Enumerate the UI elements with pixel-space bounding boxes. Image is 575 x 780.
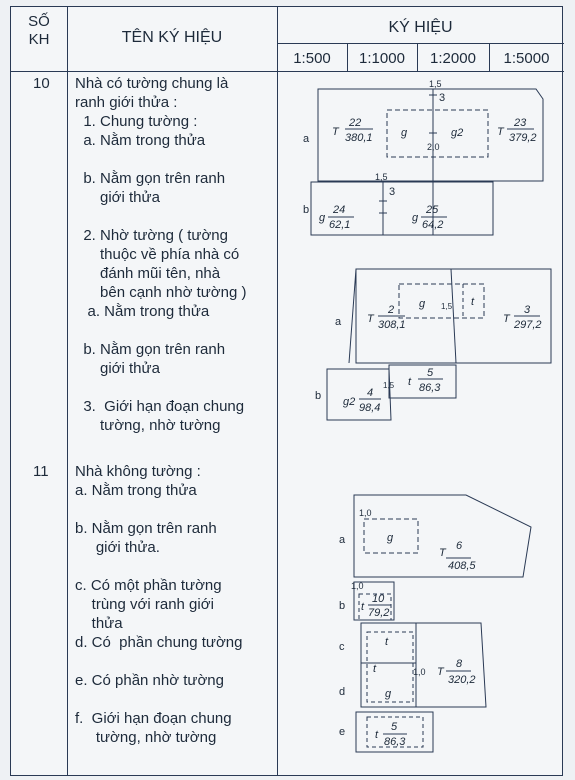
row-11-line: Nhà không tường :: [75, 463, 201, 480]
row-10-line: 3. Giới hạn đoạn chung: [75, 398, 245, 415]
sym2-b-right-letter: t: [408, 376, 412, 388]
sym3-a-g: g: [387, 532, 394, 544]
sym1-b-right-num: 25: [426, 204, 439, 216]
row-11-line: trùng với ranh giới: [75, 596, 214, 613]
row-10-line: Nhà có tường chung là: [75, 75, 229, 92]
sym1-mid2-letter: g2: [451, 127, 464, 139]
sym1-row-b-label: b: [303, 204, 310, 216]
row-10-line: a. Nằm trong thửa: [75, 303, 210, 320]
header-scale-2000: 1:2000: [430, 50, 476, 67]
sym1-right-num: 23: [514, 117, 527, 129]
sym1-dim-mid: 2,0: [427, 142, 440, 152]
row-11-number: 11: [33, 463, 49, 480]
sym1-b-right-den: 64,2: [422, 219, 444, 231]
sym2-t-letter: t: [471, 296, 475, 308]
sym1-left-letter: T: [332, 126, 339, 138]
sym3-b-den: 79,2: [368, 607, 390, 619]
row-11-line: tường, nhờ tường: [75, 729, 217, 746]
sym3-e-den: 86,3: [384, 736, 406, 748]
sym1-right-den: 379,2: [509, 132, 537, 144]
sym1-mid-letter: g: [401, 127, 408, 139]
row-10-line: thuộc về phía nhà có: [75, 246, 240, 263]
sym3-cd-den: 320,2: [448, 674, 476, 686]
row-10-line: giới thửa: [75, 189, 160, 206]
header-ky-hieu: KÝ HIỆU: [388, 19, 453, 36]
sym2-b-left-num: 4: [367, 387, 374, 399]
row-10-line: a. Nằm trong thửa: [75, 132, 206, 149]
sym3-row-d-label: d: [339, 686, 346, 698]
sym3-e-num: 5: [391, 721, 398, 733]
sym2-b-right-den: 86,3: [419, 382, 441, 394]
symbol-table: [10, 6, 563, 776]
sym3-cd-num: 8: [456, 658, 463, 670]
sym2-left-letter: T: [367, 313, 374, 325]
sym2-dim: 1,5: [441, 302, 453, 311]
header-scale-5000: 1:5000: [503, 50, 550, 67]
header-scale-500: 1:500: [293, 50, 331, 67]
sym1-left-den: 380,1: [345, 132, 373, 144]
sym3-c-t: t: [385, 636, 389, 648]
sym2-b-left-letter: g2: [343, 396, 356, 408]
sym1-b-dim-val: 3: [389, 186, 396, 198]
sym3-b-num: 10: [372, 593, 385, 605]
sym2-b-right-num: 5: [427, 367, 434, 379]
sym3-d-g: g: [385, 688, 392, 700]
row-11-line: thửa: [75, 615, 123, 632]
sym3-a-dim: 1,0: [359, 508, 372, 518]
row-11-line: a. Nằm trong thửa: [75, 482, 197, 499]
sym3-row-e-label: e: [339, 726, 346, 738]
sym2-left-num: 2: [388, 304, 395, 316]
row-10-line: 1. Chung tường :: [75, 113, 198, 130]
sym2-right-num: 3: [524, 304, 531, 316]
row-10-line: 2. Nhờ tường ( tường: [75, 227, 228, 244]
sym3-e-letter: t: [375, 729, 379, 741]
symbol-10-2: [327, 269, 551, 420]
sym2-row-b-label: b: [315, 390, 322, 402]
sym3-row-c-label: c: [339, 641, 345, 653]
sym3-cd-dim: 1,0: [413, 667, 426, 677]
sym1-b-left-letter: g: [319, 212, 326, 224]
sym2-g-letter: g: [419, 298, 426, 310]
row-11-line: c. Có một phần tường: [75, 577, 222, 594]
symbol-drawings: [11, 7, 564, 775]
sym3-b-dim: 1,0: [351, 581, 364, 591]
sym1-dim-top-val: 3: [439, 92, 446, 104]
row-11-line: b. Nằm gọn trên ranh: [75, 520, 217, 537]
symbol-11: [354, 495, 531, 752]
header-scale-1000: 1:1000: [359, 50, 405, 67]
row-10-line: đánh mũi tên, nhà: [75, 265, 221, 282]
sym1-b-left-num: 24: [333, 204, 346, 216]
sym1-b-left-den: 62,1: [329, 219, 351, 231]
sym3-row-b-label: b: [339, 600, 346, 612]
sym1-b-dim: 1,5: [375, 172, 388, 182]
sym1-b-right-letter: g: [412, 212, 419, 224]
header-so: SỐ: [28, 13, 50, 30]
row-10-line: bên cạnh nhờ tường ): [75, 284, 247, 301]
sym3-a-den: 408,5: [448, 560, 476, 572]
row-10-line: tường, nhờ tường: [75, 417, 221, 434]
sym3-c-t2: t: [373, 663, 377, 675]
sym1-right-letter: T: [497, 126, 504, 138]
sym2-b-left-den: 98,4: [359, 402, 381, 414]
sym3-row-a-label: a: [339, 534, 346, 546]
sym2-right-letter: T: [503, 313, 510, 325]
row-11-line: f. Giới hạn đoạn chung: [75, 710, 232, 727]
sym2-right-den: 297,2: [514, 319, 542, 331]
sym3-cd-letter: T: [437, 666, 444, 678]
parcel-cd-outline: [361, 623, 486, 707]
sym2-left-den: 308,1: [378, 319, 406, 331]
sym1-dim-top: 1,5: [429, 79, 442, 89]
sym3-a-num: 6: [456, 540, 463, 552]
row-11-line: d. Có phần chung tường: [75, 634, 243, 651]
row-10-number: 10: [33, 75, 50, 92]
sym1-left-num: 22: [349, 117, 362, 129]
header-ten-ky-hieu: TÊN KÝ HIỆU: [121, 29, 223, 46]
sym1-row-a-label: a: [303, 133, 310, 145]
sym3-a-letter: T: [439, 547, 446, 559]
row-11-line: e. Có phần nhờ tường: [75, 672, 224, 689]
row-11-line: giới thửa.: [75, 539, 160, 556]
row-10-line: b. Nằm gọn trên ranh: [75, 341, 226, 358]
row-10-line: b. Nằm gọn trên ranh: [75, 170, 226, 187]
sym3-b-letter: t: [361, 601, 365, 613]
parcel-edge: [349, 269, 356, 363]
row-10-line: ranh giới thửa :: [75, 94, 178, 111]
sym2-row-a-label: a: [335, 316, 342, 328]
parcel-divider: [451, 269, 456, 363]
header-kh: KH: [28, 31, 50, 48]
sym2-b-dim: 1,5: [383, 381, 395, 390]
parcel-a-outline: [354, 495, 531, 577]
row-10-line: giới thửa: [75, 360, 160, 377]
